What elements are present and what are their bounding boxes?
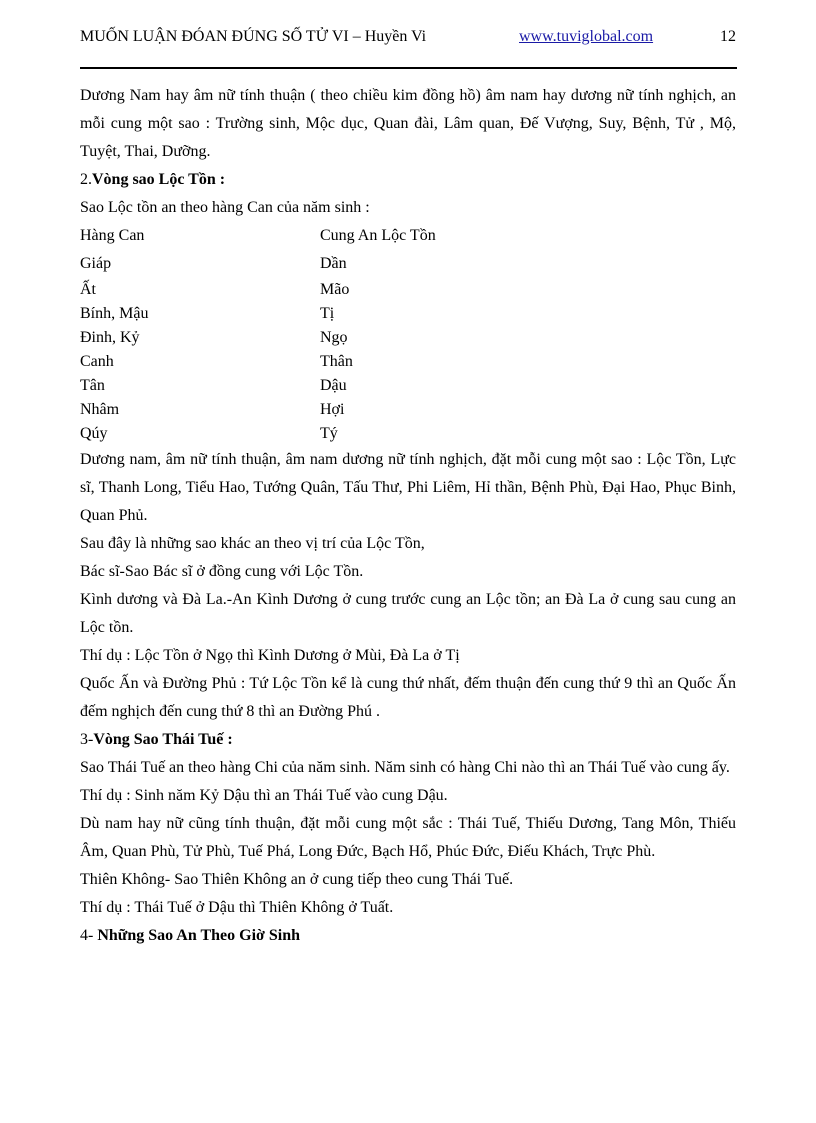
table-row [80, 250, 736, 278]
table-row [80, 422, 736, 446]
section-2-number: 2. [80, 171, 92, 188]
section-2-heading [80, 166, 736, 194]
paragraph-thai-tue-stars: Dù nam hay nữ cũng tính thuận, đặt mỗi cung một sắc : Thái Tuế, Thiếu Dương, Tang Môn, Thiếu Âm, Quan Phù, Tử Phù, Tuế Phá, Long Đức, Bạch Hổ, Phúc Đức, Điếu Khách, Trực Phù. [80, 815, 736, 860]
table-row [80, 326, 736, 350]
table-cell-can: Nhâm [80, 401, 120, 418]
table-cell-cung: Ngọ [320, 329, 348, 346]
page-number: 12 [720, 28, 736, 45]
page-header [80, 28, 736, 50]
section-4-number: 4- [80, 927, 98, 944]
table-cell-cung: Tị [320, 305, 335, 322]
table-cell-cung: Dậu [320, 377, 347, 394]
table-row [80, 398, 736, 422]
line-example-ky-dau: Thí dụ : Sinh năm Kỷ Dậu thì an Thái Tuế vào cung Dậu. [80, 787, 448, 804]
page-body [80, 82, 736, 950]
column-header-cung: Cung An Lộc Tồn [320, 227, 436, 244]
line-thien-khong: Thiên Không- Sao Thiên Không an ở cung tiếp theo cung Thái Tuế. [80, 871, 514, 888]
website-link[interactable]: www.tuviglobal.com [519, 28, 654, 45]
loc-ton-table [80, 222, 736, 446]
line-example-loc-ton: Thí dụ : Lộc Tồn ở Ngọ thì Kình Dương ở Mùi, Đà La ở Tị [80, 647, 460, 664]
table-cell-cung: Mão [320, 281, 350, 298]
table-header-row [80, 222, 736, 250]
table-cell-can: Giáp [80, 255, 112, 272]
table-cell-cung: Dần [320, 255, 347, 272]
table-cell-can: Tân [80, 377, 105, 394]
header-divider [80, 67, 737, 69]
line-example-thien-khong: Thí dụ : Thái Tuế ở Dậu thì Thiên Không ở Tuất. [80, 899, 394, 916]
paragraph-truong-sinh: Dương Nam hay âm nữ tính thuận ( theo chiều kim đồng hồ) âm nam hay dương nữ tính nghịch, an mỗi cung một sao : Trường sinh, Mộc dục, Quan đài, Lâm quan, Đế Vượng, Suy, Bệnh, Tử , Mộ, Tuyệt, Thai, Dưỡng. [80, 87, 736, 160]
table-cell-cung: Hợi [320, 401, 345, 418]
line-other-stars: Sau đây là những sao khác an theo vị trí của Lộc Tồn, [80, 535, 425, 552]
line-bac-si: Bác sĩ-Sao Bác sĩ ở đồng cung với Lộc Tồn. [80, 563, 364, 580]
section-3-number: 3- [80, 731, 94, 748]
paragraph-thai-tue: Sao Thái Tuế an theo hàng Chi của năm sinh. Năm sinh có hàng Chi nào thì an Thái Tuế vào cung ấy. [80, 759, 730, 776]
table-row [80, 302, 736, 326]
section-2-title: Vòng sao Lộc Tồn : [92, 171, 226, 188]
section-3-heading [80, 726, 736, 754]
paragraph-kinh-duong: Kình dương và Đà La.-An Kình Dương ở cung trước cung an Lộc tồn; an Đà La ở cung sau cung an Lộc tồn. [80, 591, 736, 636]
section-3-title: Vòng Sao Thái Tuế : [93, 731, 233, 748]
table-row [80, 374, 736, 398]
document-title: MUỐN LUẬN ĐÓAN ĐÚNG SỐ TỬ VI – Huyền Vi [80, 28, 427, 45]
table-cell-can: Đinh, Kỷ [80, 329, 140, 346]
table-cell-cung: Thân [320, 353, 353, 370]
paragraph-loc-ton-stars: Dương nam, âm nữ tính thuận, âm nam dương nữ tính nghịch, đặt mỗi cung một sao : Lộc Tồn, Lực sĩ, Thanh Long, Tiểu Hao, Tướng Quân, Tấu Thư, Phi Liêm, Hỉ thần, Bệnh Phù, Đại Hao, Phục Binh, Quan Phủ. [80, 451, 736, 524]
column-header-hang-can: Hàng Can [80, 227, 145, 244]
table-row [80, 350, 736, 374]
table-cell-cung: Tý [320, 425, 338, 442]
table-cell-can: Bính, Mậu [80, 305, 149, 322]
table-row [80, 278, 736, 302]
paragraph-quoc-an: Quốc Ấn và Đường Phủ : Tứ Lộc Tồn kể là cung thứ nhất, đếm thuận đến cung thứ 9 thì an Quốc Ấn đếm nghịch đến cung thứ 8 thì an Đường Phú . [80, 675, 736, 720]
section-4-title: Những Sao An Theo Giờ Sinh [97, 927, 301, 944]
table-cell-can: Ất [80, 281, 96, 298]
section-4-heading [80, 922, 736, 950]
section-2-intro: Sao Lộc tồn an theo hàng Can của năm sinh : [80, 199, 370, 216]
table-cell-can: Canh [80, 353, 114, 370]
table-cell-can: Qúy [80, 425, 108, 442]
